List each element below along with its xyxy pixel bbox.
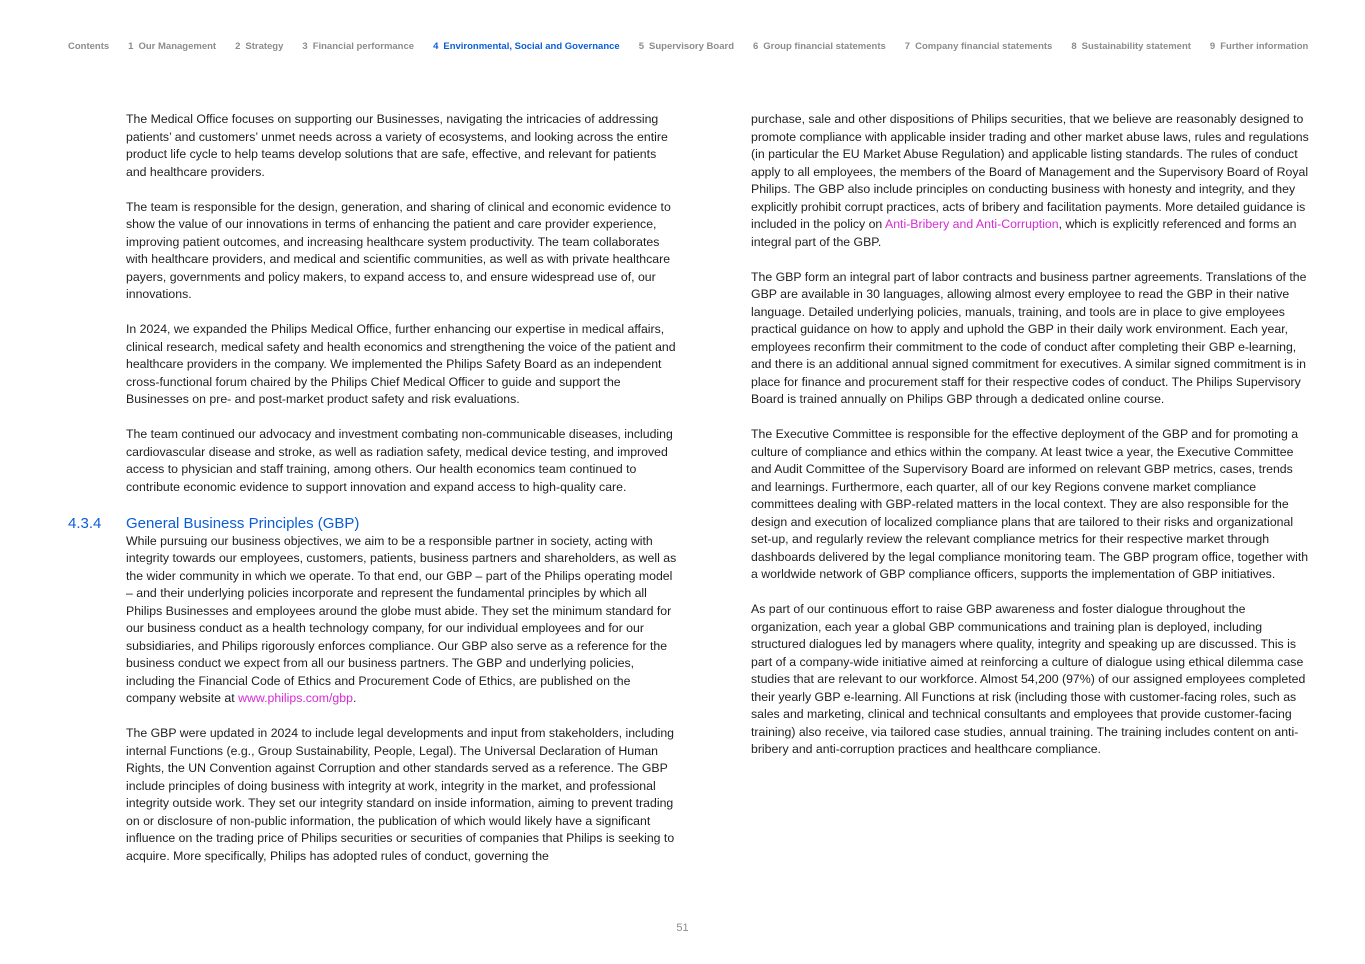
nav-esg[interactable] [433,41,620,52]
nav-further-information[interactable] [1210,41,1308,52]
paragraph-end: . [352,691,357,705]
nav-number: 8 [1071,40,1077,52]
paragraph-labor-contracts: The GBP form an integral part of labor contracts and business partner agreements. Translations of the GBP are available in 30 languages, allowing almost every employee to read the GBP in their native language. Detailed underlying policies, manuals, training, and tools are in place to give employees practical guidance on how to apply and uphold the GBP in their daily work environment. Each year, employees reconfirm their commitment to the code of conduct after completing their GBP e-learning, and there is an additional annual signed commitment for executives. A similar signed commitment is in place for finance and procurement staff for their respective codes of conduct. The Philips Supervisory Board is trained annually on Philips GBP through a dedicated online course. [751,269,1307,406]
nav-company-financial-statements[interactable] [905,41,1053,52]
nav-group-financial-statements[interactable] [753,41,886,52]
nav-sustainability-statement[interactable] [1071,41,1191,52]
right-column [751,111,1311,776]
nav-financial-performance[interactable] [302,41,414,52]
nav-label: Sustainability statement [1081,40,1191,52]
paragraph-text: purchase, sale and other dispositions of Philips securities, that we believe are reasonably designed to promote compliance with applicable insider trading and other market abuse laws, rules and regulations (in particular the EU Market Abuse Regulation) and applicable listing standards. The rules of conduct apply to all employees, the members of the Board of Management and the Supervisory Board of Royal Philips. The GBP also include principles on conducting business with honesty and integrity, and they explicitly prohibit corrupt practices, acts of bribery and facilitation payments. More detailed guidance is included in the policy on [751,112,1309,231]
section-title: General Business Principles (GBP) [126,514,360,532]
paragraph-advocacy: The team continued our advocacy and investment combating non-communicable diseases, including cardiovascular disease and stroke, as well as radiation safety, medical device testing, and improved access to physician and staff training, among others. Our health economics team continued to contribute economic evidence to support innovation and expand access to high-quality care. [126,427,673,494]
nav-label: Supervisory Board [649,40,734,52]
nav-label: Strategy [245,40,284,52]
nav-label: Contents [68,40,110,52]
nav-number: 6 [753,40,759,52]
nav-our-management[interactable] [128,41,216,52]
nav-number: 9 [1209,40,1216,52]
section-heading [68,514,678,533]
nav-number: 4 [433,40,439,52]
section-number: 4.3.4 [68,514,102,532]
nav-label: Financial performance [312,40,415,52]
nav-label: Further information [1220,40,1309,52]
paragraph-medical-office: The Medical Office focuses on supporting our Businesses, navigating the intricacies of addressing patients’ and customers’ unmet needs across a variety of ecosystems, and looking across the entire product life cycle to help teams develop solutions that are safe, effective, and relevant for patients and healthcare providers. [126,112,668,179]
nav-number: 1 [128,40,134,52]
page-number: 51 [676,922,689,934]
paragraph-awareness: As part of our continuous effort to raise GBP awareness and foster dialogue throughout the organization, each year a global GBP communications and training plan is deployed, including structured dialogues led by managers where quality, integrity and speaking up are discussed. This is part of a company-wide initiative aimed at reinforcing a culture of dialogue using ethical dilemma case studies that are relevant to our workforce. Almost 54,200 (97%) of our assigned employees completed their yearly GBP e-learning. All Functions at risk (including those with customer-facing roles, such as sales and marketing, clinical and technical consultants and employees that provide customer-facing training) also receive, via tailored case studies, annual training. The training includes content on anti-bribery and anti-corruption practices and healthcare compliance. [751,602,1306,756]
paragraph-gbp-intro [126,533,678,708]
gbp-website-link[interactable]: www.philips.com/gbp [238,691,353,705]
nav-label: Group financial statements [763,40,886,52]
nav-contents[interactable] [68,41,109,52]
paragraph-executive-committee: The Executive Committee is responsible for the effective deployment of the GBP and for promoting a culture of compliance and ethics within the company. At least twice a year, the Executive Committee and Audit Committee of the Supervisory Board are informed on relevant GBP metrics, cases, trends and learnings. Furthermore, each quarter, all of our key Regions convene market compliance committees dealing with GBP-related matters in the local context. They are also responsible for the design and execution of localized compliance plans that are tailored to their risks and organizational set-up, and regularly review the relevant compliance metrics for their respective market through dashboards delivered by the legal compliance monitoring team. The GBP program office, together with a worldwide network of GBP compliance officers, supports the implementation of GBP initiatives. [751,427,1309,581]
nav-number: 3 [302,40,308,52]
nav-number: 7 [904,40,911,52]
nav-supervisory-board[interactable] [639,41,734,52]
left-column [68,111,678,883]
paragraph-end: , which is explicitly referenced and forms an integral part of the GBP. [751,217,1297,249]
nav-label: Environmental, Social and Governance [443,40,620,52]
paragraph-text: While pursuing our business objectives, we aim to be a responsible partner in society, acting with integrity towards our employees, customers, patients, business partners and shareholders, as well as the wider community in which we operate. To that end, our GBP – part of the Philips operating model – and their underlying policies incorporate and represent the fundamental principles by which all Philips Businesses and employees around the globe must abide. They set the minimum standard for our business conduct as a health technology company, for our individual employees and for our subsidiaries, and Philips rigorously enforces compliance. Our GBP also serve as a reference for the business conduct we expect from all our business partners. The GBP and underlying policies, including the Financial Code of Ethics and Procurement Code of Ethics, are published on the company website at [126,533,677,705]
paragraph-2024-expansion: In 2024, we expanded the Philips Medical Office, further enhancing our expertise in medical affairs, clinical research, medical safety and health economics and strengthening the voice of the patient and healthcare providers in the company. We implemented the Philips Safety Board as an independent cross-functional forum chaired by the Philips Chief Medical Officer to guide and support the Businesses on pre- and post-market product safety and risk evaluations. [126,322,676,406]
nav-label: Our Management [138,40,217,52]
paragraph-gbp-update: The GBP were updated in 2024 to include legal developments and input from stakeholders, including internal Functions (e.g., Group Sustainability, People, Legal). The Universal Declaration of Human Rights, the UN Convention against Corruption and other standards served as a reference. The GBP include principles of doing business with integrity at work, integrity in the market, and professional integrity outside work. They set our integrity standard on inside information, aiming to prevent trading on or disclosure of non-public information, the publication of which would likely have a significant influence on the trading price of Philips securities or securities of companies that Philips is seeking to acquire. More specifically, Philips has adopted rules of conduct, governing the [126,726,675,863]
paragraph-evidence-team: The team is responsible for the design, generation, and sharing of clinical and economic evidence to show the value of our innovations in terms of enhancing the patient and care provider experience, improving patient outcomes, and increasing healthcare system productivity. The team collaborates with healthcare providers, and medical and scientific communities, as well as with private healthcare payers, governments and policy makers, to expand access to, and ensure widespread use of, our innovations. [126,199,671,301]
nav-strategy[interactable] [235,41,283,52]
paragraph-securities [751,111,1311,251]
anti-bribery-link[interactable]: Anti-Bribery and Anti-Corruption [885,217,1059,231]
nav-number: 5 [638,40,644,52]
top-navigation [68,39,1345,53]
nav-number: 2 [235,40,241,52]
nav-label: Company financial statements [915,40,1053,52]
